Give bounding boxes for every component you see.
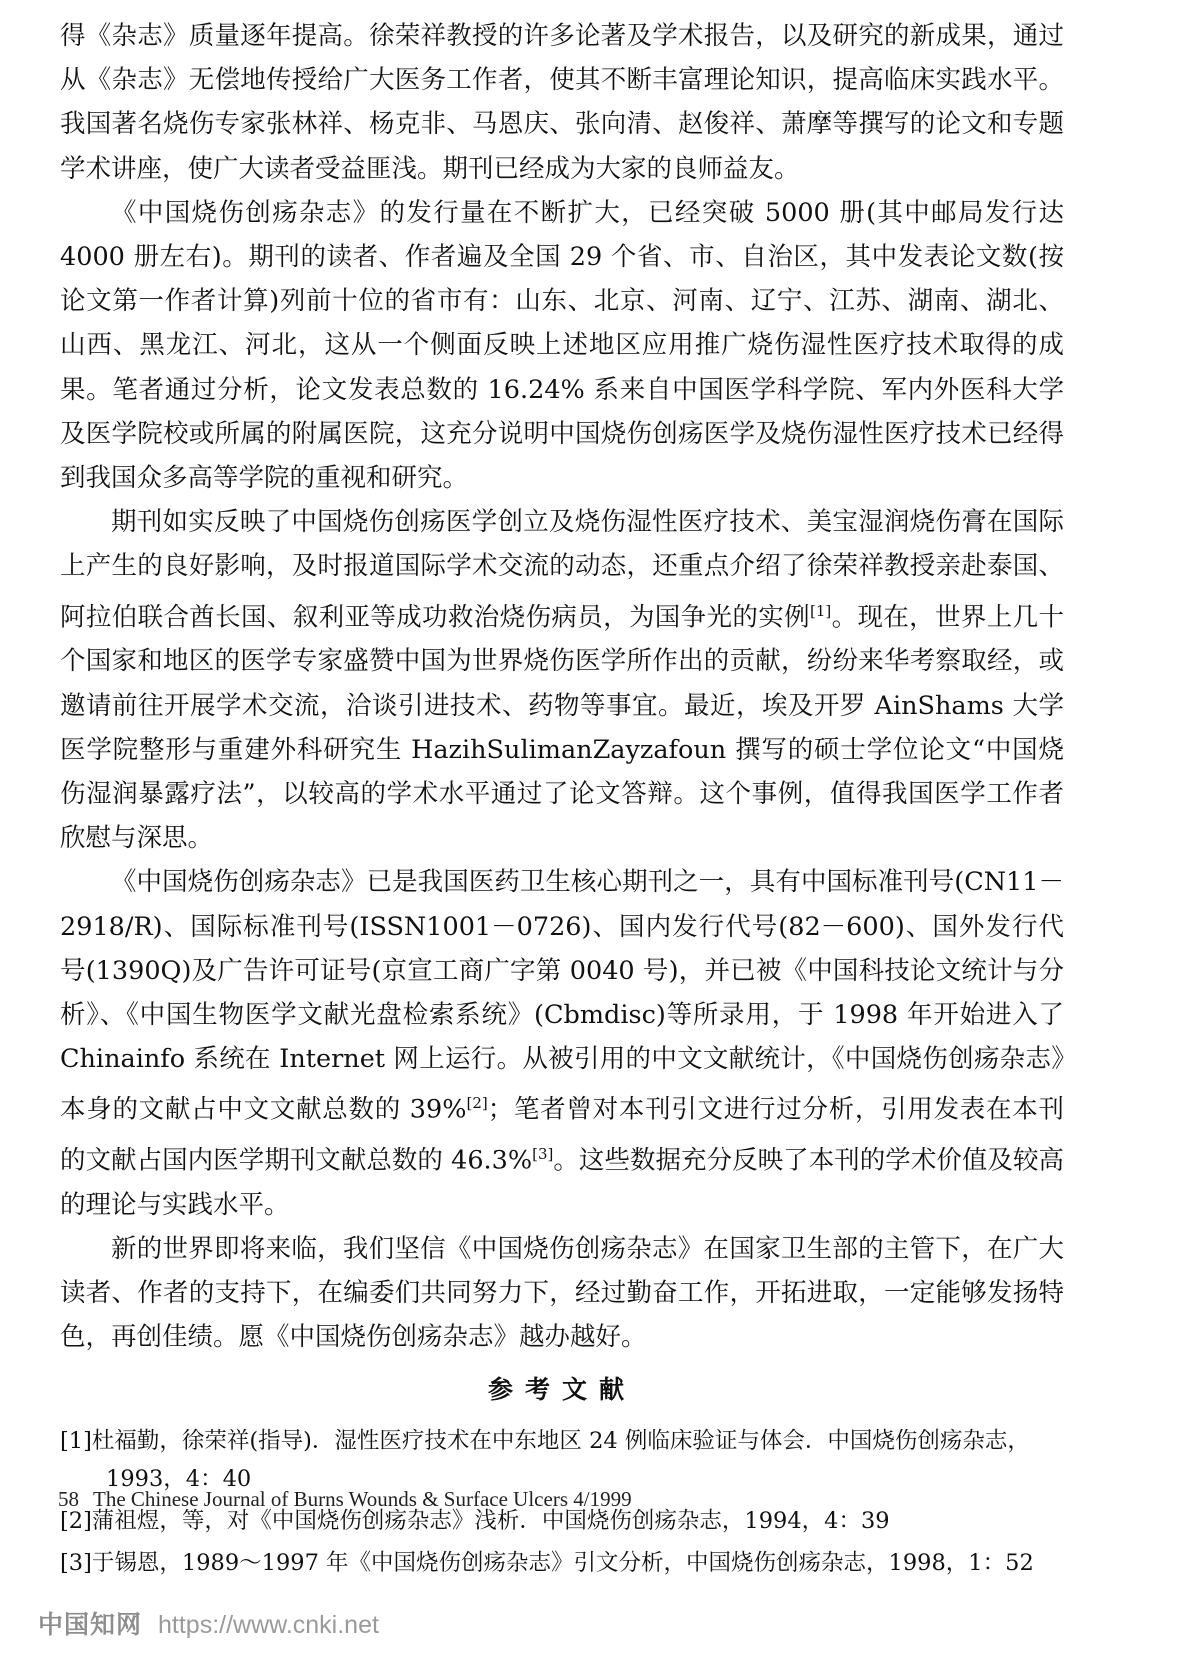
reference-text: 蒲祖煜，等，对《中国烧伤创疡杂志》浅析．中国烧伤创疡杂志，1994，4：39 [91,1507,890,1534]
reference-text: 于锡恩，1989～1997 年《中国烧伤创疡杂志》引文分析，中国烧伤创疡杂志，1998，1：52 [91,1549,1034,1576]
paragraph-text: 《中国烧伤创疡杂志》已是我国医药卫生核心期刊之一，具有中国标准刊号(CN11－2918/R)、国际标准刊号(ISSN1001－0726)、国内发行代号(82－600)、国外发行代号(1390Q)及广告许可证号(京宣工商广字第 0040 号)，并已被《中国科技论文统计与分析》、《中国生物医学文献光盘检索系统》(Cbmdisc)等所录用，于 1998 年开始进入了 Chinainfo 系统在 Internet 网上运行。从被引用的中文文献统计，《中国烧伤创疡杂志》本身的文献占中文文献总数的 39% [60,867,1064,1125]
reference-number: [2] [60,1507,92,1534]
paragraph-text: 。现在，世界上几十个国家和地区的医学专家盛赞中国为世界烧伤医学所作出的贡献，纷纷来华考察取经，或邀请前往开展学术交流，洽谈引进技术、药物等事宜。最近，埃及开罗 AinShams 大学医学院整形与重建外科研究生 HazihSulimanZayzafoun 撰写的硕士学位论文“中国烧伤湿润暴露疗法”，以较高的学术水平通过了论文答辩。这个事例，值得我国医学工作者欣慰与深思。 [60,602,1064,854]
citation-marker: [2] [466,1094,488,1113]
citation-marker: [3] [532,1145,554,1164]
journal-name: The Chinese Journal of Burns Wounds & Surface Ulcers 4/1999 [93,1487,632,1511]
reference-number: [3] [60,1549,92,1576]
body-paragraph: 得《杂志》质量逐年提高。徐荣祥教授的许多论著及学术报告，以及研究的新成果，通过从《杂志》无偿地传授给广大医务工作者，使其不断丰富理论知识，提高临床实践水平。我国著名烧伤专家张林祥、杨克非、马恩庆、张向清、赵俊祥、萧摩等撰写的论文和专题学术讲座，使广大读者受益匪浅。期刊已经成为大家的良师益友。 [60,21,1064,184]
reference-item [60,1544,1064,1582]
paragraph-text: 期刊如实反映了中国烧伤创疡医学创立及烧伤湿性医疗技术、美宝湿润烧伤膏在国际上产生的良好影响，及时报道国际学术交流的动态，还重点介绍了徐荣祥教授亲赴泰国、阿拉伯联合酋长国、叙利亚等成功救治烧伤病员，为国争光的实例 [60,507,1064,633]
body-paragraph: 《中国烧伤创疡杂志》的发行量在不断扩大，已经突破 5000 册(其中邮局发行达 4000 册左右)。期刊的读者、作者遍及全国 29 个省、市、自治区，其中发表论文数(按论文第一作者计算)列前十位的省市有：山东、北京、河南、辽宁、江苏、湖南、湖北、山西、黑龙江、河北，这从一个侧面反映上述地区应用推广烧伤湿性医疗技术取得的成果。笔者通过分析，论文发表总数的 16.24% 系来自中国医学科学院、军内外医科大学及医学院校或所属的附属医院，这充分说明中国烧伤创疡医学及烧伤湿性医疗技术已经得到我国众多高等学院的重视和研究。 [60,197,1064,494]
citation-marker: [1] [809,601,832,620]
cnki-logo: 中国知网 [38,1611,143,1639]
reference-number: [1] [60,1427,92,1454]
article-page [60,14,1064,1586]
reference-text: 杜福勤，徐荣祥(指导)．湿性医疗技术在中东地区 24 例临床验证与体会．中国烧伤创疡杂志，1993，4：40 [91,1427,1030,1492]
paragraph-text: 。这些数据充分反映了本刊的学术价值及较高的理论与实践水平。 [60,1145,1064,1220]
cnki-url: https://www.cnki.net [158,1611,379,1639]
body-paragraph [60,500,1064,860]
page-footer [58,1487,632,1512]
paragraph-text: ；笔者曾对本刊引文进行过分析，引用发表在本刊的文献占国内医学期刊文献总数的 46.3% [60,1094,1064,1176]
references-heading: 参考文献 [487,1374,636,1404]
page-number: 58 [58,1487,79,1511]
cnki-watermark [38,1605,379,1641]
body-paragraph [60,860,1064,1227]
body-paragraph: 新的世界即将来临，我们坚信《中国烧伤创疡杂志》在国家卫生部的主管下，在广大读者、作者的支持下，在编委们共同努力下，经过勤奋工作，开拓进取，一定能够发扬特色，再创佳绩。愿《中国烧伤创疡杂志》越办越好。 [60,1233,1064,1353]
